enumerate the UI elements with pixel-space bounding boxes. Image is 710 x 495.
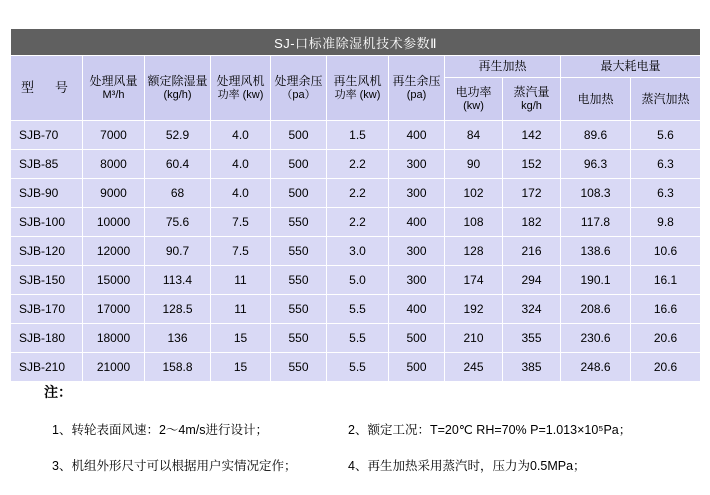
table-row xyxy=(11,266,701,295)
cell-static: 500 xyxy=(271,150,327,179)
cell-fan-power: 7.5 xyxy=(211,237,271,266)
header-fan-power xyxy=(211,56,271,121)
spec-table-container xyxy=(10,28,700,382)
cell-regen-elec: 84 xyxy=(445,121,503,150)
cell-max-elec: 248.6 xyxy=(561,353,631,382)
cell-regen-fan: 3.0 xyxy=(327,237,389,266)
cell-capacity: 158.8 xyxy=(145,353,211,382)
cell-regen-fan: 2.2 xyxy=(327,179,389,208)
table-row xyxy=(11,121,701,150)
notes-line-1 xyxy=(18,420,698,438)
cell-regen-elec: 192 xyxy=(445,295,503,324)
cell-regen-steam: 355 xyxy=(503,324,561,353)
cell-regen-steam: 142 xyxy=(503,121,561,150)
header-regen-fan-line2: 功率 (kw) xyxy=(334,88,381,101)
header-regen-fan xyxy=(327,56,389,121)
cell-max-elec: 190.1 xyxy=(561,266,631,295)
cell-static: 550 xyxy=(271,353,327,382)
cell-capacity: 75.6 xyxy=(145,208,211,237)
cell-capacity: 60.4 xyxy=(145,150,211,179)
cell-model: SJB-90 xyxy=(11,179,83,208)
header-static-line2: （pa） xyxy=(281,88,316,101)
cell-regen-fan: 1.5 xyxy=(327,121,389,150)
cell-regen-static: 300 xyxy=(389,150,445,179)
header-capacity xyxy=(145,56,211,121)
top-margin xyxy=(0,0,710,26)
header-model xyxy=(11,56,83,121)
cell-airflow: 9000 xyxy=(83,179,145,208)
cell-airflow: 15000 xyxy=(83,266,145,295)
header-regen-heat-steam xyxy=(503,78,561,121)
cell-fan-power: 15 xyxy=(211,324,271,353)
cell-model: SJB-210 xyxy=(11,353,83,382)
cell-static: 500 xyxy=(271,121,327,150)
header-capacity-line2: (kg/h) xyxy=(163,88,192,101)
table-row xyxy=(11,324,701,353)
cell-static: 550 xyxy=(271,208,327,237)
cell-regen-static: 300 xyxy=(389,179,445,208)
header-max-power-steam: 蒸汽加热 xyxy=(631,78,701,121)
header-regen-static-line1: 再生余压 xyxy=(392,73,441,88)
header-regen-heat-elec-line1: 电功率 xyxy=(455,84,492,99)
header-fan-power-line1: 处理风机 xyxy=(216,73,265,88)
cell-regen-fan: 5.5 xyxy=(327,353,389,382)
cell-max-steam: 9.8 xyxy=(631,208,701,237)
cell-max-steam: 16.6 xyxy=(631,295,701,324)
table-row xyxy=(11,150,701,179)
cell-regen-fan: 5.5 xyxy=(327,295,389,324)
cell-static: 550 xyxy=(271,266,327,295)
cell-regen-steam: 385 xyxy=(503,353,561,382)
table-title-row xyxy=(11,29,701,56)
cell-airflow: 8000 xyxy=(83,150,145,179)
cell-regen-static: 400 xyxy=(389,295,445,324)
notes-section xyxy=(18,382,698,474)
header-capacity-line1: 额定除湿量 xyxy=(147,73,208,88)
cell-regen-static: 400 xyxy=(389,208,445,237)
cell-static: 500 xyxy=(271,179,327,208)
header-max-power-elec: 电加热 xyxy=(561,78,631,121)
cell-regen-elec: 245 xyxy=(445,353,503,382)
header-regen-heat-steam-line1: 蒸汽量 xyxy=(513,84,550,99)
cell-fan-power: 4.0 xyxy=(211,179,271,208)
cell-max-elec: 208.6 xyxy=(561,295,631,324)
note-item-3: 3、机组外形尺寸可以根据用户实情况定作； xyxy=(52,459,297,473)
cell-fan-power: 15 xyxy=(211,353,271,382)
cell-max-elec: 108.3 xyxy=(561,179,631,208)
cell-fan-power: 4.0 xyxy=(211,150,271,179)
header-row-1 xyxy=(11,56,701,78)
cell-regen-static: 400 xyxy=(389,121,445,150)
header-max-power: 最大耗电量 xyxy=(561,56,701,78)
note-item-1: 1、转轮表面风速：2～4m/s进行设计； xyxy=(52,423,268,437)
cell-max-steam: 10.6 xyxy=(631,237,701,266)
cell-regen-elec: 90 xyxy=(445,150,503,179)
header-static-pressure xyxy=(271,56,327,121)
cell-max-elec: 230.6 xyxy=(561,324,631,353)
cell-model: SJB-120 xyxy=(11,237,83,266)
header-airflow xyxy=(83,56,145,121)
table-row xyxy=(11,208,701,237)
spec-table xyxy=(10,28,701,382)
cell-regen-elec: 174 xyxy=(445,266,503,295)
cell-max-elec: 117.8 xyxy=(561,208,631,237)
cell-max-steam: 16.1 xyxy=(631,266,701,295)
cell-regen-static: 300 xyxy=(389,266,445,295)
cell-fan-power: 7.5 xyxy=(211,208,271,237)
header-static-line1: 处理余压 xyxy=(274,73,323,88)
cell-model: SJB-150 xyxy=(11,266,83,295)
cell-regen-steam: 294 xyxy=(503,266,561,295)
table-row xyxy=(11,295,701,324)
cell-airflow: 21000 xyxy=(83,353,145,382)
cell-static: 550 xyxy=(271,295,327,324)
header-model-label: 型 号 xyxy=(20,79,72,95)
cell-capacity: 113.4 xyxy=(145,266,211,295)
cell-model: SJB-70 xyxy=(11,121,83,150)
cell-regen-static: 500 xyxy=(389,353,445,382)
cell-regen-steam: 152 xyxy=(503,150,561,179)
note-item-2: 2、额定工况：T=20℃ RH=70% P=1.013×10⁵Pa； xyxy=(348,423,632,437)
table-row xyxy=(11,237,701,266)
table-row xyxy=(11,353,701,382)
cell-airflow: 7000 xyxy=(83,121,145,150)
cell-regen-steam: 324 xyxy=(503,295,561,324)
cell-airflow: 12000 xyxy=(83,237,145,266)
cell-static: 550 xyxy=(271,324,327,353)
cell-regen-static: 500 xyxy=(389,324,445,353)
header-airflow-line1: 处理风量 xyxy=(89,73,138,88)
cell-static: 550 xyxy=(271,237,327,266)
cell-regen-elec: 128 xyxy=(445,237,503,266)
cell-regen-fan: 5.5 xyxy=(327,324,389,353)
cell-regen-fan: 2.2 xyxy=(327,150,389,179)
cell-max-steam: 5.6 xyxy=(631,121,701,150)
cell-regen-elec: 108 xyxy=(445,208,503,237)
header-regen-static xyxy=(389,56,445,121)
cell-max-steam: 20.6 xyxy=(631,353,701,382)
cell-max-elec: 96.3 xyxy=(561,150,631,179)
cell-airflow: 10000 xyxy=(83,208,145,237)
notes-line-2 xyxy=(18,456,698,474)
cell-model: SJB-85 xyxy=(11,150,83,179)
cell-model: SJB-100 xyxy=(11,208,83,237)
cell-airflow: 17000 xyxy=(83,295,145,324)
note-item-4: 4、再生加热采用蒸汽时，压力为0.5MPa； xyxy=(348,459,586,473)
cell-fan-power: 11 xyxy=(211,295,271,324)
header-regen-static-line2: (pa) xyxy=(406,88,427,101)
cell-max-elec: 138.6 xyxy=(561,237,631,266)
cell-regen-elec: 210 xyxy=(445,324,503,353)
notes-title: 注： xyxy=(44,384,72,400)
cell-capacity: 68 xyxy=(145,179,211,208)
cell-regen-fan: 5.0 xyxy=(327,266,389,295)
header-airflow-line2: M³/h xyxy=(102,88,125,101)
cell-max-steam: 6.3 xyxy=(631,179,701,208)
cell-capacity: 90.7 xyxy=(145,237,211,266)
cell-regen-steam: 216 xyxy=(503,237,561,266)
cell-max-elec: 89.6 xyxy=(561,121,631,150)
header-fan-power-line2: 功率 (kw) xyxy=(217,88,264,101)
cell-regen-steam: 172 xyxy=(503,179,561,208)
table-title: SJ-口标准除湿机技术参数Ⅱ xyxy=(11,29,701,56)
header-regen-heat: 再生加热 xyxy=(445,56,561,78)
cell-max-steam: 20.6 xyxy=(631,324,701,353)
cell-regen-fan: 2.2 xyxy=(327,208,389,237)
cell-fan-power: 4.0 xyxy=(211,121,271,150)
cell-capacity: 128.5 xyxy=(145,295,211,324)
header-regen-heat-steam-line2: kg/h xyxy=(521,99,542,112)
cell-fan-power: 11 xyxy=(211,266,271,295)
header-regen-fan-line1: 再生风机 xyxy=(333,73,382,88)
cell-regen-static: 300 xyxy=(389,237,445,266)
header-regen-heat-elec xyxy=(445,78,503,121)
table-row xyxy=(11,179,701,208)
cell-regen-steam: 182 xyxy=(503,208,561,237)
cell-capacity: 52.9 xyxy=(145,121,211,150)
cell-model: SJB-170 xyxy=(11,295,83,324)
cell-regen-elec: 102 xyxy=(445,179,503,208)
cell-airflow: 18000 xyxy=(83,324,145,353)
cell-capacity: 136 xyxy=(145,324,211,353)
cell-max-steam: 6.3 xyxy=(631,150,701,179)
header-regen-heat-elec-line2: (kw) xyxy=(463,99,484,112)
cell-model: SJB-180 xyxy=(11,324,83,353)
